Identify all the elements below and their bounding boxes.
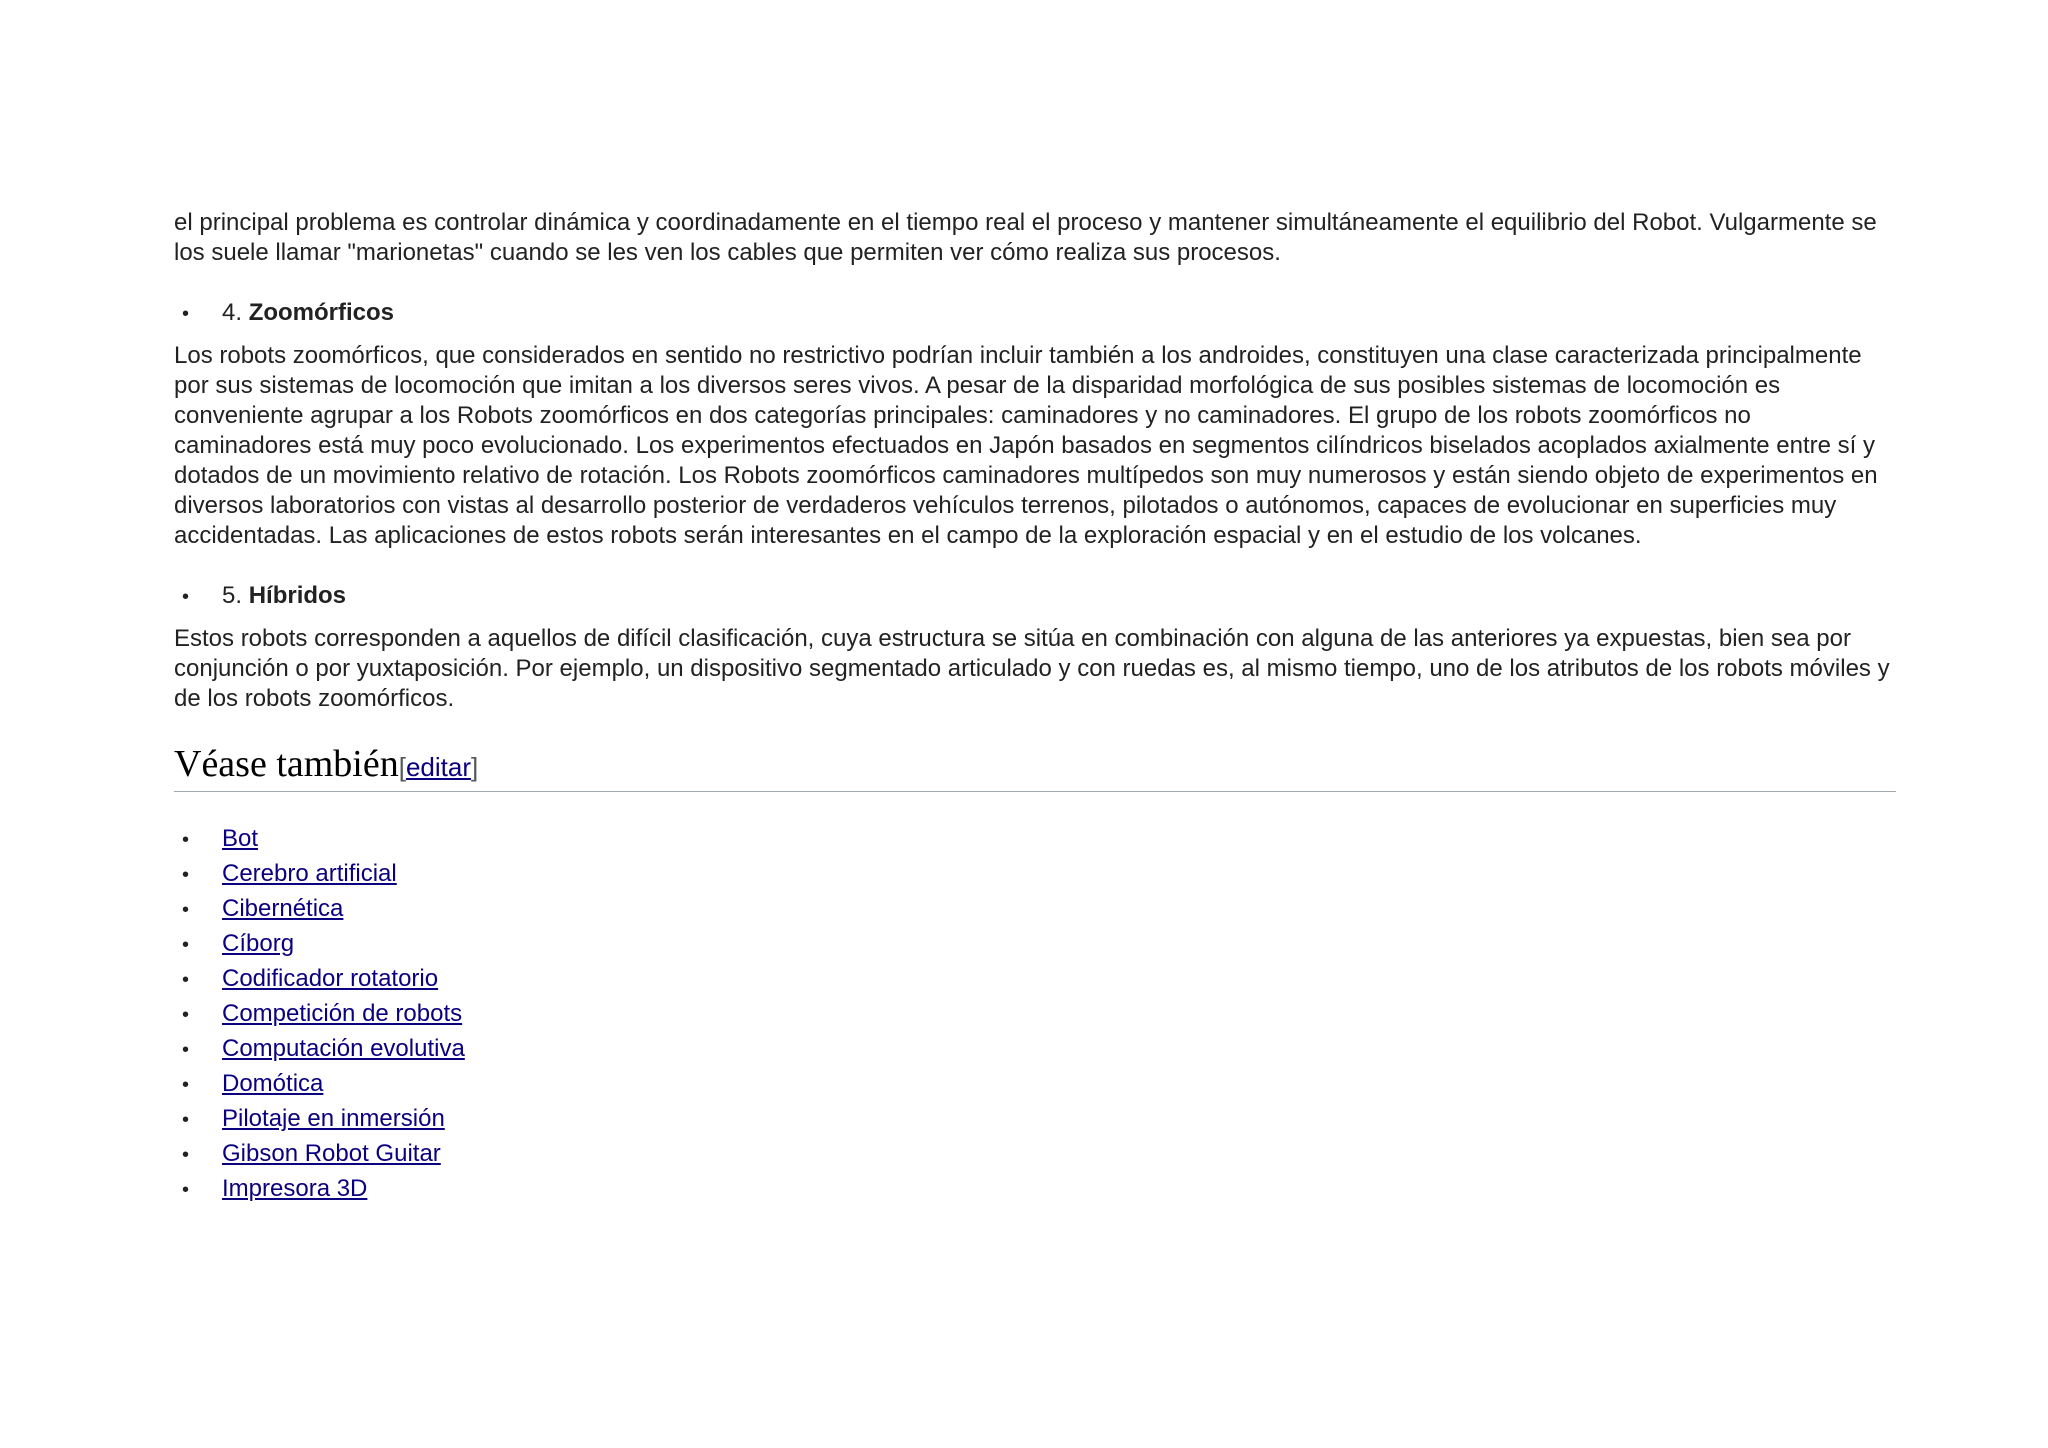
see-also-title: Véase también xyxy=(174,743,399,785)
bullet-icon: • xyxy=(182,1144,190,1166)
see-also-header xyxy=(174,742,1896,792)
bullet-icon: • xyxy=(182,829,190,851)
section-paragraph-hibridos: Estos robots corresponden a aquellos de difícil clasificación, cuya estructura se sitúa en combinación con alguna de las anteriores ya expuestas, bien sea por conjunción o por yuxtaposición. Por ejemplo, un dispositivo segmentado articulado y con ruedas es, al mismo tiempo, uno de los atributos de los robots móviles y de los robots zoomórficos. xyxy=(174,625,1890,712)
section-paragraph-zoomorficos: Los robots zoomórficos, que considerados en sentido no restrictivo podrían incluir también a los androides, constituyen una clase caracterizada principalmente por sus sistemas de locomoción que imitan a los diversos seres vivos. A pesar de la disparidad morfológica de sus posibles sistemas de locomoción es conveniente agrupar a los Robots zoomórficos en dos categorías principales: caminadores y no caminadores. El grupo de los robots zoomórficos no caminadores está muy poco evolucionado. Los experimentos efectuados en Japón basados en segmentos cilíndricos biselados acoplados axialmente entre sí y dotados de un movimiento relativo de rotación. Los Robots zoomórficos caminadores multípedos son muy numerosos y están siendo objeto de experimentos en diversos laboratorios con vistas al desarrollo posterior de verdaderos vehículos terrenos, pilotados o autónomos, capaces de evolucionar en superficies muy accidentadas. Las aplicaciones de estos robots serán interesantes en el campo de la exploración espacial y en el estudio de los volcanes. xyxy=(174,342,1878,549)
section-number: 5. xyxy=(222,582,243,609)
bullet-icon: • xyxy=(182,1039,190,1061)
list-item xyxy=(174,892,1894,927)
edit-bracket-open: [ xyxy=(398,752,406,782)
article-content xyxy=(174,208,1894,1207)
intro-paragraph: el principal problema es controlar dinámica y coordinadamente en el tiempo real el proceso y mantener simultáneamente el equilibrio del Robot. Vulgarmente se los suele llamar "marionetas" cuando se les ven los cables que permiten ver cómo realiza sus procesos. xyxy=(174,209,1877,266)
edit-section-link[interactable]: editar xyxy=(405,752,472,782)
bullet-icon: • xyxy=(182,899,190,921)
bullet-icon: • xyxy=(182,303,190,325)
list-item xyxy=(174,822,1894,857)
link-domotica[interactable]: Domótica xyxy=(222,1070,324,1097)
section-heading-zoomorficos xyxy=(174,298,1894,329)
section-heading-hibridos xyxy=(174,581,1894,612)
list-item xyxy=(174,997,1894,1032)
list-item xyxy=(174,1137,1894,1172)
bullet-icon: • xyxy=(182,1109,190,1131)
bullet-icon: • xyxy=(182,1004,190,1026)
link-ciborg[interactable]: Cíborg xyxy=(222,930,295,957)
link-competicion-de-robots[interactable]: Competición de robots xyxy=(222,1000,463,1027)
bullet-icon: • xyxy=(182,934,190,956)
link-impresora-3d[interactable]: Impresora 3D xyxy=(222,1175,368,1202)
link-bot[interactable]: Bot xyxy=(222,825,259,852)
see-also-heading xyxy=(174,742,1896,789)
link-codificador-rotatorio[interactable]: Codificador rotatorio xyxy=(222,965,439,992)
bullet-icon: • xyxy=(182,1179,190,1201)
bullet-icon: • xyxy=(182,586,190,608)
edit-bracket-close: ] xyxy=(471,752,479,782)
see-also-list xyxy=(174,822,1894,1207)
section-title: Híbridos xyxy=(248,582,347,609)
section-number: 4. xyxy=(222,299,243,326)
link-gibson-robot-guitar[interactable]: Gibson Robot Guitar xyxy=(222,1140,441,1167)
bullet-icon: • xyxy=(182,1074,190,1096)
link-cerebro-artificial[interactable]: Cerebro artificial xyxy=(222,860,397,887)
bullet-icon: • xyxy=(182,864,190,886)
list-item xyxy=(174,1032,1894,1067)
section-title: Zoomórficos xyxy=(248,299,395,326)
list-item xyxy=(174,962,1894,997)
link-pilotaje-en-inmersion[interactable]: Pilotaje en inmersión xyxy=(222,1105,445,1132)
list-item xyxy=(174,857,1894,892)
list-item xyxy=(174,1172,1894,1207)
list-item xyxy=(174,927,1894,962)
link-cibernetica[interactable]: Cibernética xyxy=(222,895,344,922)
list-item xyxy=(174,1102,1894,1137)
bullet-icon: • xyxy=(182,969,190,991)
list-item xyxy=(174,1067,1894,1102)
link-computacion-evolutiva[interactable]: Computación evolutiva xyxy=(222,1035,465,1062)
